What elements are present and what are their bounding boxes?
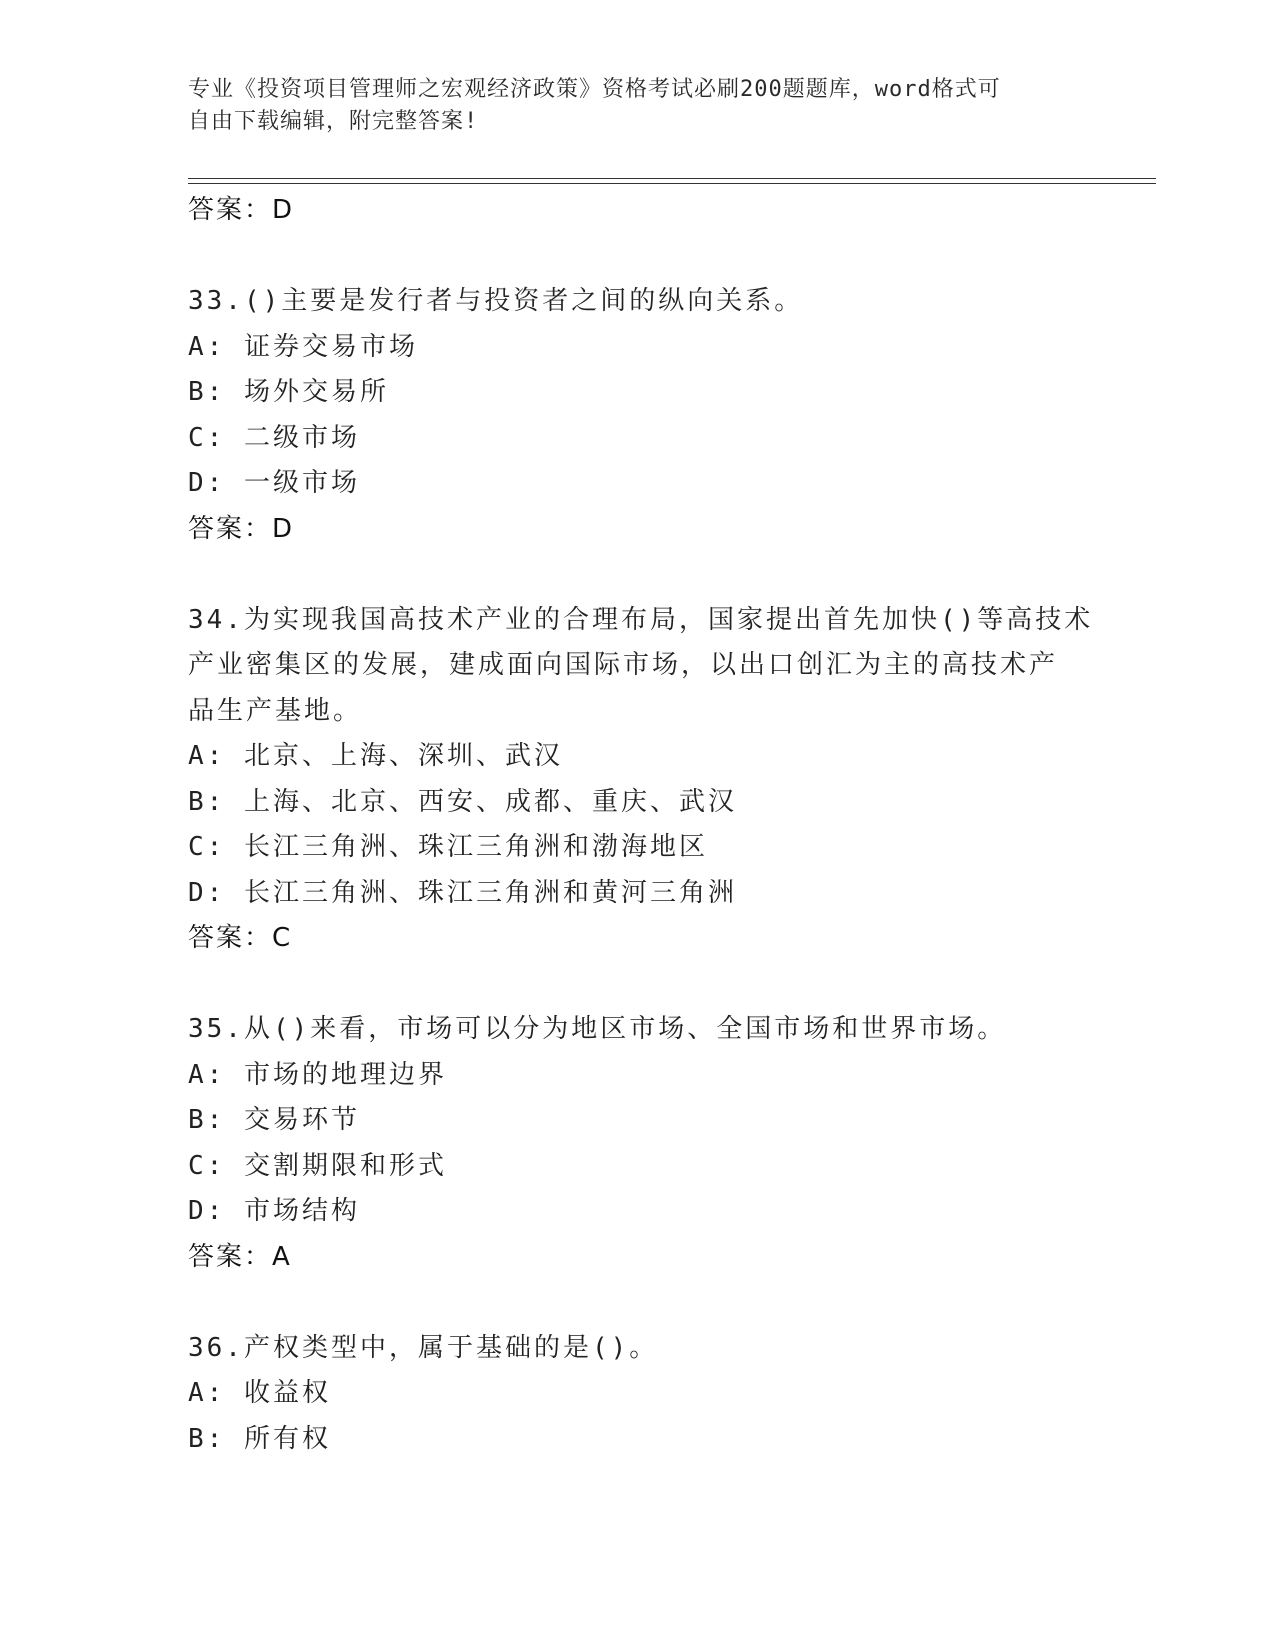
question-stem-line-2: 产业密集区的发展，建成面向国际市场，以出口创汇为主的高技术产 (188, 650, 1059, 680)
option-b: B: 所有权 (188, 1423, 331, 1454)
question-33 (188, 279, 1088, 552)
option-a: A: 市场的地理边界 (188, 1059, 447, 1090)
answer-line: 答案：D (188, 195, 295, 225)
question-36 (188, 1326, 1088, 1463)
answer-line: 答案：A (188, 1241, 292, 1272)
answer-line: 答案：D (188, 513, 295, 544)
option-d: D: 一级市场 (188, 468, 360, 498)
question-stem: 36.产权类型中，属于基础的是()。 (188, 1332, 659, 1363)
option-c: C: 交割期限和形式 (188, 1150, 447, 1181)
option-d: D: 长江三角洲、珠江三角洲和黄河三角洲 (188, 877, 737, 908)
header-line-2: 自由下载编辑，附完整答案! (188, 109, 479, 134)
question-stem-line-3: 品生产基地。 (188, 695, 363, 726)
option-a: A: 北京、上海、深圳、武汉 (188, 741, 563, 771)
question-35 (188, 1007, 1088, 1280)
header-divider-top (188, 178, 1156, 179)
option-b: B: 场外交易所 (188, 377, 389, 407)
question-list (188, 188, 1094, 1462)
question-34 (188, 598, 1094, 962)
option-d: D: 市场结构 (188, 1196, 360, 1226)
question-stem-line-1: 34.为实现我国高技术产业的合理布局，国家提出首先加快()等高技术 (188, 604, 1094, 635)
option-a: A: 证券交易市场 (188, 331, 418, 362)
question-stem: 35.从()来看，市场可以分为地区市场、全国市场和世界市场。 (188, 1014, 1007, 1044)
document-header (188, 74, 1068, 138)
option-b: B: 交易环节 (188, 1105, 360, 1135)
option-c: C: 长江三角洲、珠江三角洲和渤海地区 (188, 832, 708, 862)
answer-line: 答案：C (188, 923, 293, 953)
option-c: C: 二级市场 (188, 422, 360, 453)
header-divider-bottom (188, 183, 1156, 184)
question-stem: 33.()主要是发行者与投资者之间的纵向关系。 (188, 286, 804, 316)
option-a: A: 收益权 (188, 1378, 331, 1408)
header-line-1: 专业《投资项目管理师之宏观经济政策》资格考试必刷200题题库，word格式可 (188, 77, 1001, 102)
option-b: B: 上海、北京、西安、成都、重庆、武汉 (188, 786, 737, 817)
